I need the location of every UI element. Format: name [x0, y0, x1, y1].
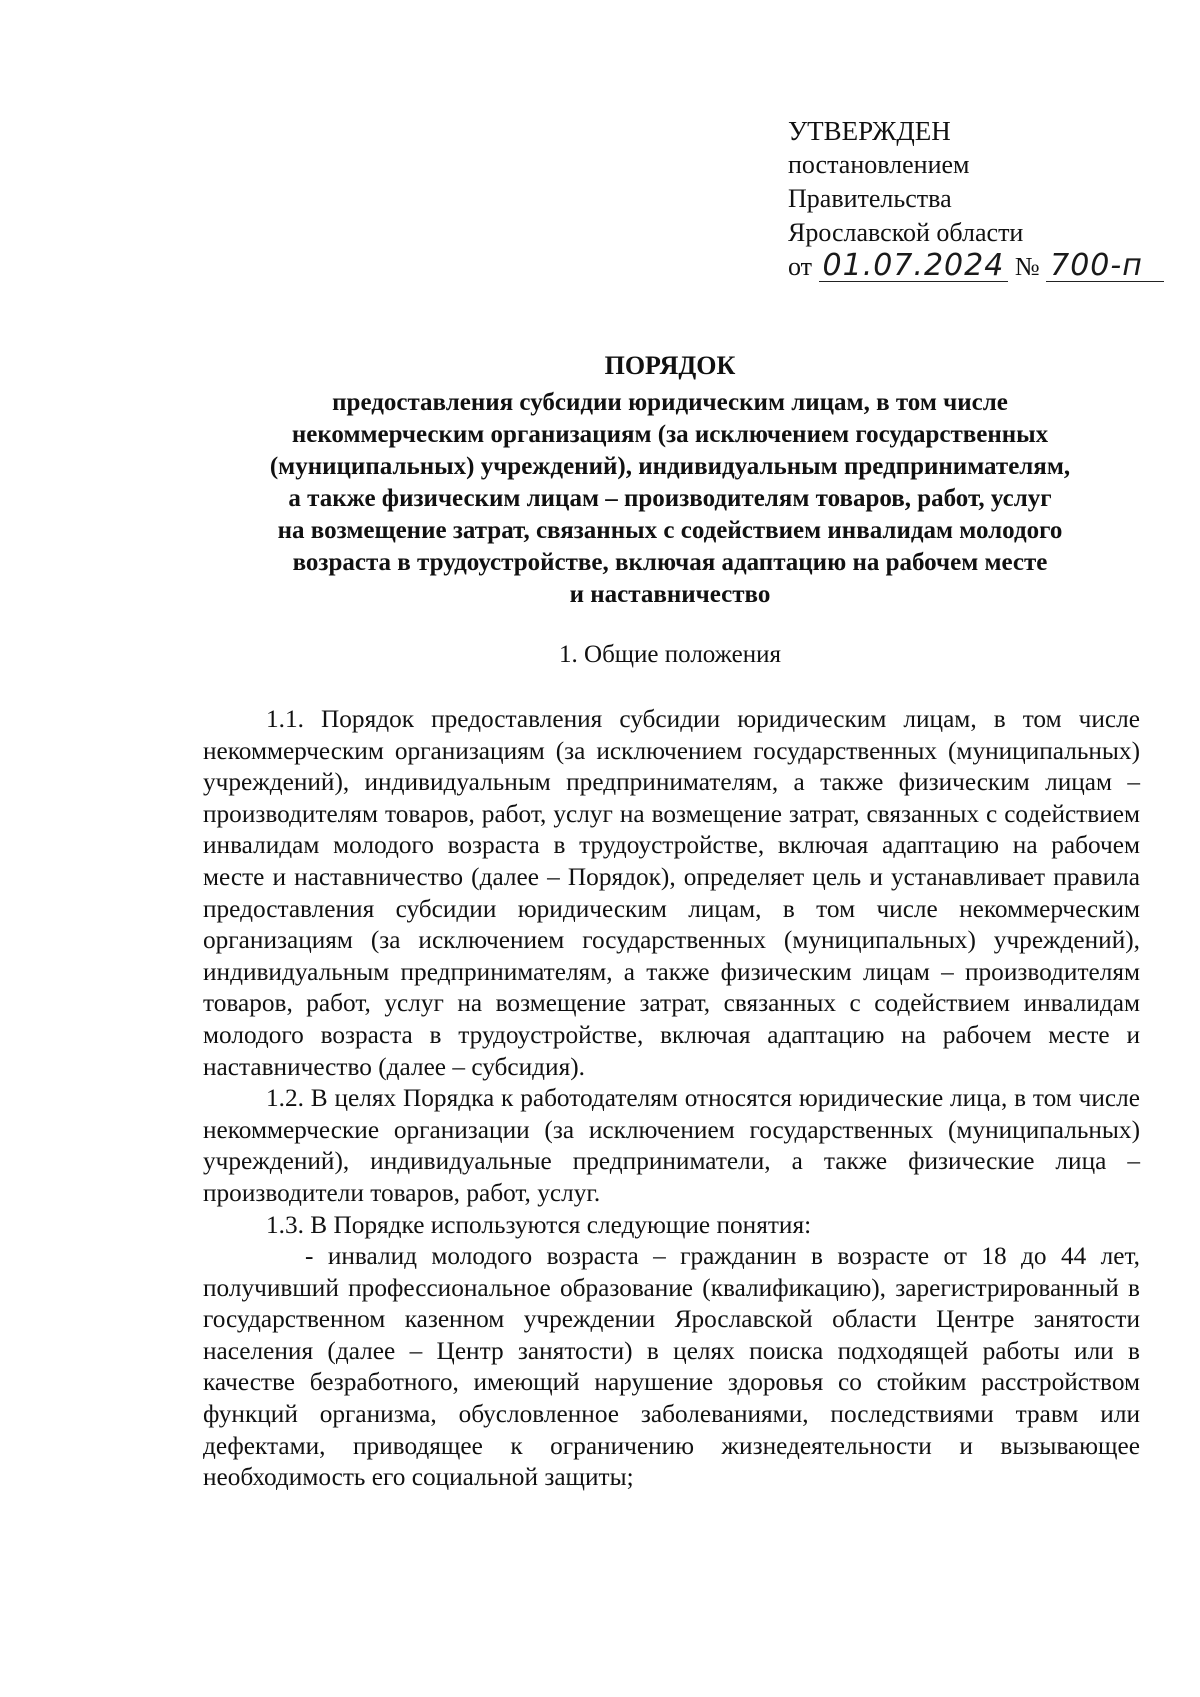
handwritten-date: 01.07.2024 — [819, 251, 1009, 282]
title-line: (муниципальных) учреждений), индивидуальным предпринимателям, — [269, 453, 1071, 480]
section-heading: 1. Общие положения — [559, 641, 781, 668]
approval-line: Правительства — [788, 184, 952, 213]
date-prefix: от — [788, 252, 813, 281]
approval-stamp — [788, 114, 1164, 284]
term-definition: - инвалид молодого возраста – гражданин в возрасте от 18 до 44 лет, получивший профессиональное образование (квалификацию), зарегистрированный в государственном казенном учреждении Ярославской области Центре занятости населения (далее – Центр занятости) в целях поиска подходящей работы или в качестве безработного, имеющий нарушение здоровья со стойким расстройством функций организма, обусловленное заболеваниями, последствиями травм или дефектами, приводящее к ограничению жизнедеятельности и вызывающее необходимость его социальной защиты; — [203, 1242, 1140, 1492]
section-body — [203, 704, 1140, 1494]
paragraph-1-2: 1.2. В целях Порядка к работодателям относятся юридические лица, в том числе некоммерческие организации (за исключением государственных (муниципальных) учреждений), индивидуальные предприниматели, а также физические лица – производители товаров, работ, услуг. — [203, 1084, 1140, 1207]
paragraph-1-1: 1.1. Порядок предоставления субсидии юридическим лицам, в том числе некоммерческим организациям (за исключением государственных (муниципальных) учреждений), индивидуальным предпринимателям, а также физическим лицам – производителям товаров, работ, услуг на возмещение затрат, связанных с содействием инвалидам молодого возраста в трудоустройстве, включая адаптацию на рабочем месте и наставничество (далее – Порядок), определяет цель и устанавливает правила предоставления субсидии юридическим лицам, в том числе некоммерческим организациям (за исключением государственных (муниципальных) учреждений), индивидуальным предпринимателям, а также физическим лицам – производителям товаров, работ, услуг на возмещение затрат, связанных с содействием инвалидам молодого возраста в трудоустройстве, включая адаптацию на рабочем месте и наставничество (далее – субсидия). — [203, 705, 1140, 1081]
title-line: некоммерческим организациям (за исключением государственных — [291, 421, 1049, 448]
title-main: ПОРЯДОК — [604, 351, 736, 380]
document-title — [200, 350, 1140, 611]
title-line: предоставления субсидии юридическим лицам, в том числе — [332, 389, 1008, 416]
title-line: и наставничество — [569, 581, 771, 608]
paragraph-1-3: 1.3. В Порядке используются следующие понятия: — [266, 1210, 812, 1239]
approval-line: Ярославской области — [788, 218, 1024, 247]
approval-heading: УТВЕРЖДЕН — [788, 116, 951, 146]
title-line: возраста в трудоустройстве, включая адаптацию на рабочем месте — [292, 549, 1048, 576]
handwritten-number: 700-п — [1046, 251, 1164, 282]
number-prefix: № — [1014, 252, 1040, 281]
title-line: а также физическим лицам – производителям товаров, работ, услуг — [288, 485, 1052, 512]
title-line: на возмещение затрат, связанных с содействием инвалидам молодого — [277, 517, 1063, 544]
approval-date-number-line — [788, 250, 1164, 284]
approval-line: постановлением — [788, 150, 970, 179]
